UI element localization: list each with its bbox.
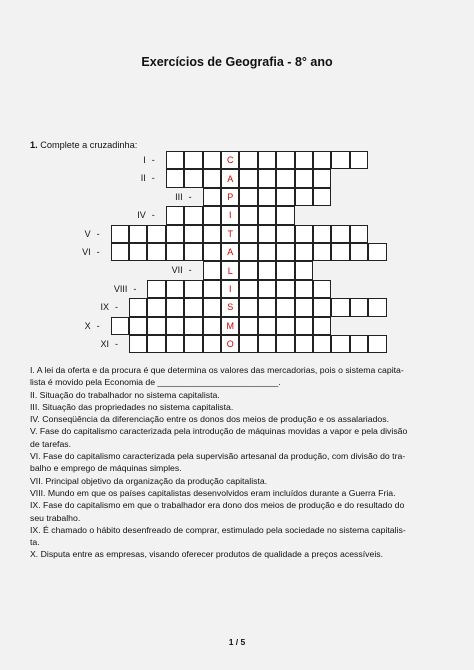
answer-cell[interactable] <box>276 280 294 298</box>
answer-cell[interactable] <box>276 243 294 261</box>
answer-cell[interactable] <box>184 243 202 261</box>
answer-cell[interactable] <box>258 151 276 169</box>
answer-cell[interactable] <box>313 225 331 243</box>
answer-cell[interactable] <box>258 335 276 353</box>
answer-cell[interactable] <box>276 261 294 279</box>
clue-line: balho e emprego de máquinas simples. <box>30 463 182 474</box>
answer-cell[interactable] <box>147 225 165 243</box>
answer-cell[interactable] <box>258 225 276 243</box>
clue-line: V. Fase do capitalismo caracterizada pela introdução de máquinas movidas a vapor e pela divisão <box>30 426 408 437</box>
answer-cell[interactable] <box>203 243 221 261</box>
answer-cell[interactable] <box>239 206 257 224</box>
answer-cell[interactable] <box>239 335 257 353</box>
row-dash: - <box>115 339 118 349</box>
answer-cell[interactable] <box>184 169 202 187</box>
answer-cell[interactable] <box>350 335 368 353</box>
row-label: VII <box>171 265 183 276</box>
answer-cell[interactable] <box>368 298 386 316</box>
answer-cell[interactable] <box>331 225 349 243</box>
answer-cell[interactable] <box>239 188 257 206</box>
answer-cell[interactable] <box>239 225 257 243</box>
answer-cell[interactable] <box>203 335 221 353</box>
answer-cell[interactable] <box>313 317 331 335</box>
answer-cell[interactable] <box>313 169 331 187</box>
answer-cell[interactable] <box>313 280 331 298</box>
row-label: I <box>143 155 146 165</box>
row-dash: - <box>115 302 118 313</box>
answer-cell[interactable] <box>184 206 202 224</box>
key-letter-cell[interactable]: I <box>221 280 239 298</box>
answer-cell[interactable] <box>350 298 368 316</box>
clue-line: de tarefas. <box>30 438 72 449</box>
answer-cell[interactable] <box>203 298 221 316</box>
key-letter-cell[interactable]: I <box>221 206 239 224</box>
exercise-number: 1. <box>30 140 38 150</box>
clue-line: IX. É chamado o hábito desenfreado de comprar, estimulado pela sociedade no sistema capitalis- <box>30 524 406 535</box>
answer-cell[interactable] <box>276 225 294 243</box>
answer-cell[interactable] <box>295 169 313 187</box>
answer-cell[interactable] <box>313 298 331 316</box>
row-dash: - <box>188 191 192 202</box>
clue-line: lista é movido pela Economia de _________________________. <box>30 377 281 388</box>
row-label: VI <box>82 247 91 257</box>
answer-cell[interactable] <box>276 151 294 169</box>
answer-cell[interactable] <box>184 317 202 335</box>
answer-cell[interactable] <box>258 206 276 224</box>
clue-line: IV. Conseqüência da diferenciação entre os donos dos meios de produção e os assalariados. <box>30 414 389 425</box>
answer-cell[interactable] <box>258 298 276 316</box>
answer-cell[interactable] <box>166 317 184 335</box>
answer-cell[interactable] <box>295 261 313 279</box>
answer-cell[interactable] <box>276 188 294 206</box>
answer-cell[interactable] <box>239 151 257 169</box>
answer-cell[interactable] <box>350 243 368 261</box>
answer-cell[interactable] <box>184 151 202 169</box>
answer-cell[interactable] <box>166 225 184 243</box>
answer-cell[interactable] <box>258 188 276 206</box>
answer-cell[interactable] <box>276 317 294 335</box>
answer-cell[interactable] <box>258 261 276 279</box>
row-dash: - <box>188 265 192 276</box>
answer-cell[interactable] <box>166 280 184 298</box>
answer-cell[interactable] <box>258 169 276 187</box>
answer-cell[interactable] <box>166 206 184 224</box>
answer-cell[interactable] <box>276 169 294 187</box>
row-label: III <box>175 191 183 202</box>
clue-line: X. Disputa entre as empresas, visando oferecer produtos de qualidade a preços acessíveis. <box>30 549 384 560</box>
key-letter-cell[interactable]: M <box>221 317 239 335</box>
page-number: 1 / 5 <box>228 637 246 647</box>
answer-cell[interactable] <box>313 151 331 169</box>
answer-cell[interactable] <box>295 317 313 335</box>
answer-cell[interactable] <box>258 280 276 298</box>
answer-cell[interactable] <box>203 206 221 224</box>
answer-cell[interactable] <box>129 317 147 335</box>
answer-cell[interactable] <box>331 151 349 169</box>
answer-cell[interactable] <box>166 335 184 353</box>
answer-cell[interactable] <box>147 298 165 316</box>
row-dash: - <box>151 173 155 184</box>
answer-cell[interactable] <box>239 298 257 316</box>
row-dash: - <box>133 283 137 294</box>
key-letter-cell[interactable]: P <box>221 188 239 206</box>
row-dash: - <box>96 320 100 331</box>
answer-cell[interactable] <box>147 317 165 335</box>
answer-cell[interactable] <box>313 188 331 206</box>
row-label: V <box>84 228 91 239</box>
answer-cell[interactable] <box>295 280 313 298</box>
clue-line: VI. Fase do capitalismo caracterizada pela supervisão artesanal da produção, com divisão do tra- <box>30 451 406 462</box>
answer-cell[interactable] <box>258 317 276 335</box>
answer-cell[interactable] <box>203 317 221 335</box>
row-dash: - <box>151 210 155 221</box>
answer-cell[interactable] <box>184 298 202 316</box>
answer-cell[interactable] <box>258 243 276 261</box>
answer-cell[interactable] <box>350 151 368 169</box>
answer-cell[interactable] <box>368 335 386 353</box>
answer-cell[interactable] <box>166 169 184 187</box>
answer-cell[interactable] <box>295 188 313 206</box>
answer-cell[interactable] <box>129 298 147 316</box>
answer-cell[interactable] <box>111 225 129 243</box>
key-letter-cell[interactable]: A <box>221 243 239 261</box>
answer-cell[interactable] <box>239 261 257 279</box>
answer-cell[interactable] <box>368 243 386 261</box>
exercise-instruction <box>30 140 137 150</box>
answer-cell[interactable] <box>331 335 349 353</box>
answer-cell[interactable] <box>313 243 331 261</box>
answer-cell[interactable] <box>166 298 184 316</box>
key-letter-cell[interactable]: T <box>221 225 239 243</box>
row-label: IV <box>137 210 146 221</box>
answer-cell[interactable] <box>147 243 165 261</box>
row-dash: - <box>96 228 100 239</box>
key-letter-cell[interactable]: O <box>221 335 239 353</box>
answer-cell[interactable] <box>147 280 165 298</box>
answer-cell[interactable] <box>313 335 331 353</box>
clue-line: IX. Fase do capitalismo em que o trabalhador era dono dos meios de produção e do resultado do <box>30 500 405 511</box>
answer-cell[interactable] <box>203 280 221 298</box>
clue-line: III. Situação das propriedades no sistema capitalista. <box>30 401 234 412</box>
answer-cell[interactable] <box>203 169 221 187</box>
answer-cell[interactable] <box>203 225 221 243</box>
row-label: VIII <box>113 283 128 294</box>
key-letter-cell[interactable]: L <box>221 261 239 279</box>
answer-cell[interactable] <box>239 169 257 187</box>
answer-cell[interactable] <box>111 243 129 261</box>
clue-line: ta. <box>30 537 40 548</box>
key-letter-cell[interactable]: C <box>221 151 239 169</box>
answer-cell[interactable] <box>350 225 368 243</box>
row-label: XI <box>100 339 109 349</box>
clue-list <box>30 364 450 561</box>
answer-cell[interactable] <box>184 335 202 353</box>
answer-cell[interactable] <box>129 335 147 353</box>
answer-cell[interactable] <box>276 335 294 353</box>
clue-line: VIII. Mundo em que os países capitalistas desenvolvidos eram incluídos durante a Guerra Fria. <box>30 487 396 498</box>
key-letter-cell[interactable]: A <box>221 169 239 187</box>
answer-cell[interactable] <box>129 225 147 243</box>
answer-cell[interactable] <box>203 261 221 279</box>
row-label: II <box>140 173 146 184</box>
clue-line: I. A lei da oferta e da procura é que determina os valores das mercadorias, pois o sistema capita- <box>30 365 404 375</box>
answer-cell[interactable] <box>295 298 313 316</box>
answer-cell[interactable] <box>276 298 294 316</box>
answer-cell[interactable] <box>239 243 257 261</box>
answer-cell[interactable] <box>295 243 313 261</box>
answer-cell[interactable] <box>184 280 202 298</box>
key-letter-cell[interactable]: S <box>221 298 239 316</box>
answer-cell[interactable] <box>331 298 349 316</box>
answer-cell[interactable] <box>166 151 184 169</box>
clue-line: II. Situação do trabalhador no sistema capitalista. <box>30 389 220 400</box>
answer-cell[interactable] <box>111 317 129 335</box>
answer-cell[interactable] <box>276 206 294 224</box>
answer-cell[interactable] <box>331 243 349 261</box>
answer-cell[interactable] <box>203 188 221 206</box>
answer-cell[interactable] <box>203 151 221 169</box>
answer-cell[interactable] <box>295 151 313 169</box>
answer-cell[interactable] <box>239 280 257 298</box>
answer-cell[interactable] <box>129 243 147 261</box>
answer-cell[interactable] <box>184 225 202 243</box>
row-dash: - <box>151 155 155 165</box>
answer-cell[interactable] <box>295 335 313 353</box>
row-label: IX <box>100 302 109 313</box>
answer-cell[interactable] <box>166 243 184 261</box>
clue-line: seu trabalho. <box>30 512 81 523</box>
clue-line: VII. Principal objetivo da organização da produção capitalista. <box>30 475 268 486</box>
page-title: Exercícios de Geografia - 8° ano <box>141 55 333 69</box>
answer-cell[interactable] <box>147 335 165 353</box>
answer-cell[interactable] <box>295 225 313 243</box>
row-label: X <box>84 320 91 331</box>
answer-cell[interactable] <box>239 317 257 335</box>
row-dash: - <box>96 247 100 257</box>
instruction-text: Complete a cruzadinha: <box>40 140 138 150</box>
